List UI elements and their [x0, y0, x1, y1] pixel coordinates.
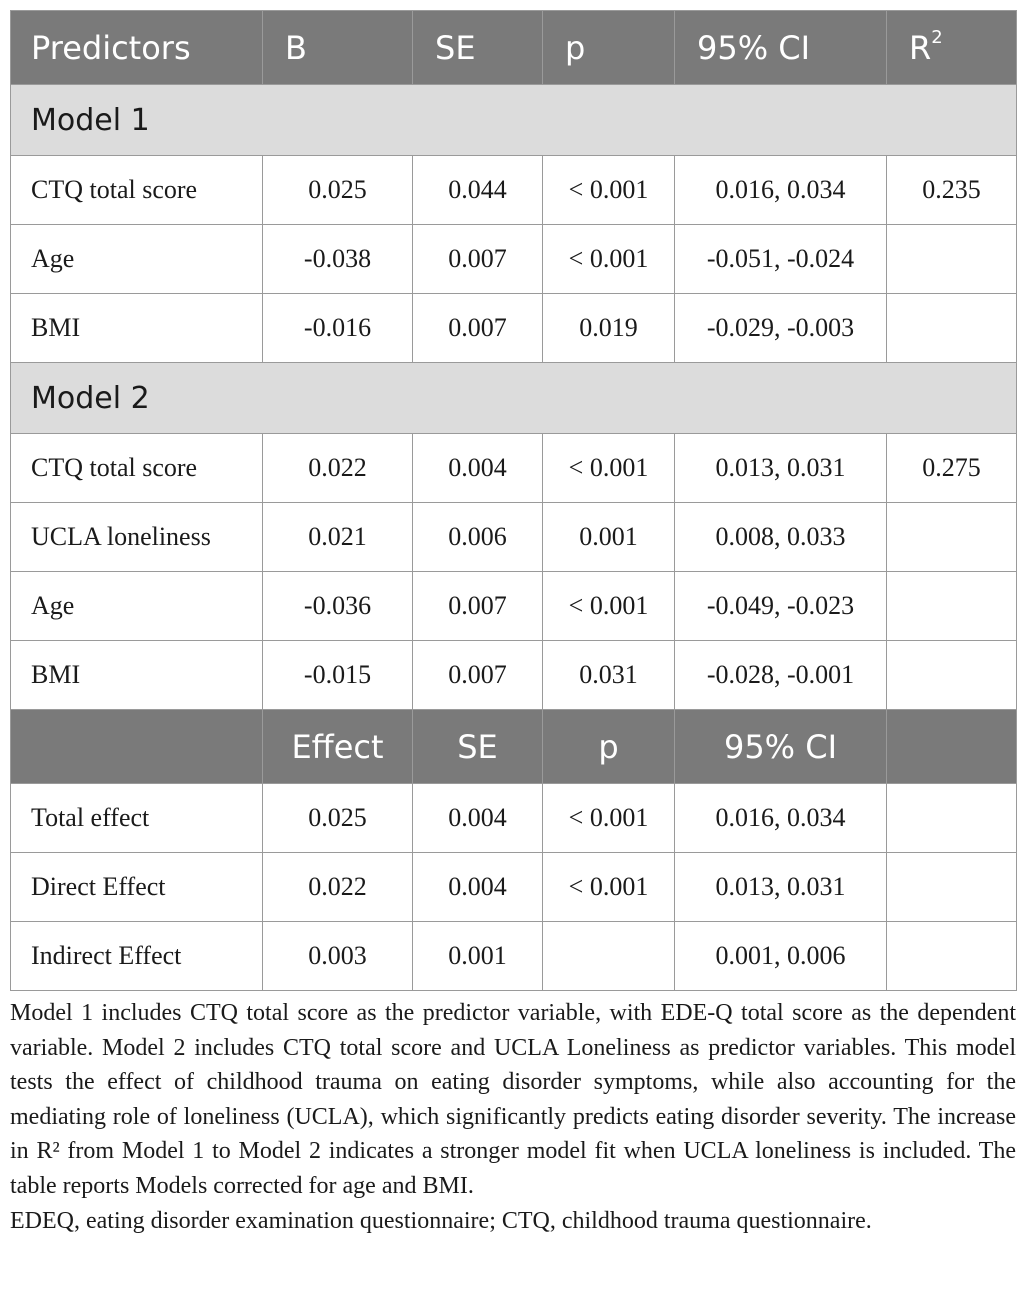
cell-empty	[887, 784, 1017, 853]
effects-header-effect: Effect	[263, 710, 413, 784]
cell-p: < 0.001	[543, 572, 675, 641]
cell-predictor: CTQ total score	[11, 434, 263, 503]
cell-b: 0.021	[263, 503, 413, 572]
cell-r2	[887, 572, 1017, 641]
section-label-model1: Model 1	[11, 85, 1017, 156]
cell-ci: -0.051, -0.024	[675, 225, 887, 294]
cell-p: 0.031	[543, 641, 675, 710]
cell-r2	[887, 294, 1017, 363]
table-row	[11, 156, 1017, 225]
cell-ci: 0.016, 0.034	[675, 784, 887, 853]
cell-p: < 0.001	[543, 225, 675, 294]
cell-ci: 0.016, 0.034	[675, 156, 887, 225]
cell-p: < 0.001	[543, 156, 675, 225]
cell-b: -0.016	[263, 294, 413, 363]
section-row-model1	[11, 85, 1017, 156]
cell-predictor: CTQ total score	[11, 156, 263, 225]
cell-effect: 0.022	[263, 853, 413, 922]
effects-header-se: SE	[413, 710, 543, 784]
section-label-model2: Model 2	[11, 363, 1017, 434]
header-p: p	[543, 11, 675, 85]
cell-p	[543, 922, 675, 991]
cell-se: 0.001	[413, 922, 543, 991]
cell-b: -0.038	[263, 225, 413, 294]
cell-b: 0.025	[263, 156, 413, 225]
regression-table-container	[10, 10, 1016, 991]
cell-b: -0.015	[263, 641, 413, 710]
cell-predictor: UCLA loneliness	[11, 503, 263, 572]
effects-header-row	[11, 710, 1017, 784]
cell-b: 0.022	[263, 434, 413, 503]
cell-name: Indirect Effect	[11, 922, 263, 991]
cell-ci: -0.049, -0.023	[675, 572, 887, 641]
cell-predictor: Age	[11, 572, 263, 641]
cell-se: 0.004	[413, 784, 543, 853]
effects-header-blank-end	[887, 710, 1017, 784]
table-footnote: Model 1 includes CTQ total score as the predictor variable, with EDE-Q total score as the dependent variable. Model 2 includes CTQ total score and UCLA Loneliness as predictor variables. This model tests the effect of childhood trauma on eating disorder symptoms, while also accounting for the mediating role of loneliness (UCLA), which significantly predicts eating disorder severity. The increase in R² from Model 1 to Model 2 indicates a stronger model fit when UCLA loneliness is included. The table reports Models corrected for age and BMI.	[10, 1000, 1016, 1199]
cell-se: 0.044	[413, 156, 543, 225]
header-r2-base: R	[909, 28, 932, 67]
cell-p: 0.019	[543, 294, 675, 363]
header-r2	[887, 11, 1017, 85]
cell-predictor: Age	[11, 225, 263, 294]
table-row	[11, 853, 1017, 922]
effects-rows	[11, 784, 1017, 991]
table-row	[11, 503, 1017, 572]
table-abbreviations: EDEQ, eating disorder examination questionnaire; CTQ, childhood trauma questionnaire.	[10, 1207, 872, 1234]
cell-effect: 0.025	[263, 784, 413, 853]
cell-name: Direct Effect	[11, 853, 263, 922]
cell-p: < 0.001	[543, 434, 675, 503]
table-notes	[10, 996, 1016, 1238]
cell-ci: -0.029, -0.003	[675, 294, 887, 363]
table-row	[11, 572, 1017, 641]
cell-predictor: BMI	[11, 294, 263, 363]
cell-ci: 0.013, 0.031	[675, 434, 887, 503]
header-predictors: Predictors	[11, 11, 263, 85]
cell-ci: 0.001, 0.006	[675, 922, 887, 991]
cell-se: 0.007	[413, 572, 543, 641]
model1-rows	[11, 156, 1017, 363]
cell-empty	[887, 853, 1017, 922]
cell-empty	[887, 922, 1017, 991]
cell-ci: -0.028, -0.001	[675, 641, 887, 710]
model2-rows	[11, 434, 1017, 710]
cell-p: < 0.001	[543, 784, 675, 853]
effects-header-blank	[11, 710, 263, 784]
table-row	[11, 641, 1017, 710]
cell-predictor: BMI	[11, 641, 263, 710]
table-row	[11, 294, 1017, 363]
regression-table	[10, 10, 1017, 991]
header-se: SE	[413, 11, 543, 85]
cell-se: 0.007	[413, 225, 543, 294]
table-row	[11, 922, 1017, 991]
cell-r2	[887, 641, 1017, 710]
cell-r2	[887, 225, 1017, 294]
cell-r2: 0.275	[887, 434, 1017, 503]
table-row	[11, 434, 1017, 503]
effects-header-ci: 95% CI	[675, 710, 887, 784]
cell-name: Total effect	[11, 784, 263, 853]
table-row	[11, 784, 1017, 853]
header-r2-sup: 2	[931, 26, 943, 48]
cell-se: 0.006	[413, 503, 543, 572]
cell-se: 0.007	[413, 294, 543, 363]
cell-b: -0.036	[263, 572, 413, 641]
section-row-model2	[11, 363, 1017, 434]
cell-ci: 0.013, 0.031	[675, 853, 887, 922]
cell-r2	[887, 503, 1017, 572]
cell-se: 0.004	[413, 434, 543, 503]
cell-ci: 0.008, 0.033	[675, 503, 887, 572]
effects-header-p: p	[543, 710, 675, 784]
header-b: B	[263, 11, 413, 85]
header-ci: 95% CI	[675, 11, 887, 85]
cell-se: 0.007	[413, 641, 543, 710]
cell-p: < 0.001	[543, 853, 675, 922]
cell-se: 0.004	[413, 853, 543, 922]
cell-effect: 0.003	[263, 922, 413, 991]
table-row	[11, 225, 1017, 294]
cell-r2: 0.235	[887, 156, 1017, 225]
table-header-row	[11, 11, 1017, 85]
cell-p: 0.001	[543, 503, 675, 572]
